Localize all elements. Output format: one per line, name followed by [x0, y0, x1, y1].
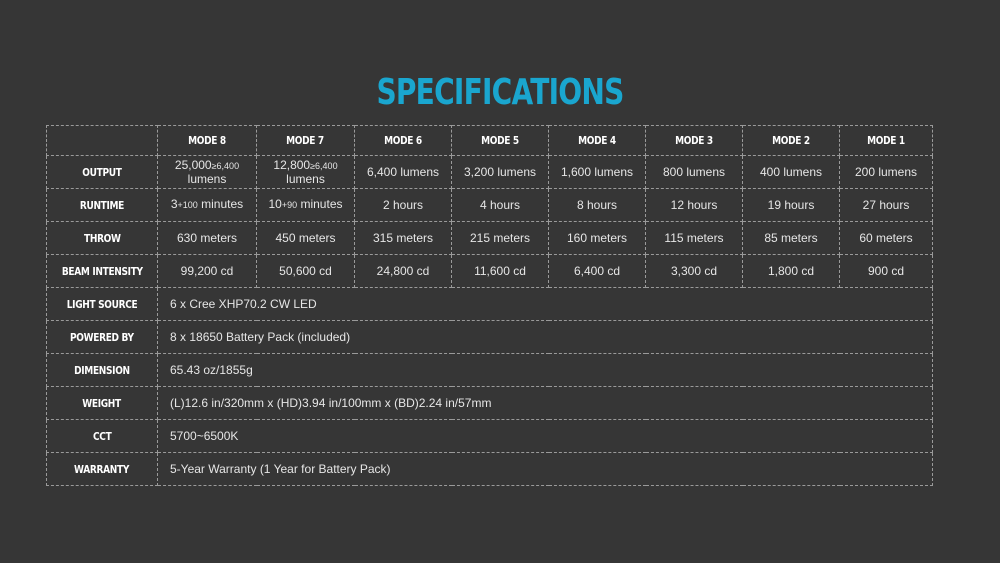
beam-intensity-cell: 11,600 cd [452, 255, 549, 288]
runtime-cell: 12 hours [646, 189, 743, 222]
output-cell: 3,200 lumens [452, 156, 549, 189]
beam-intensity-cell: 900 cd [840, 255, 933, 288]
runtime-cell: 8 hours [549, 189, 646, 222]
runtime-row [47, 189, 933, 222]
cct-row [47, 420, 933, 453]
output-row [47, 156, 933, 189]
row-label-powered-by: POWERED BY [47, 321, 158, 354]
header-corner-cell [47, 126, 158, 156]
runtime-cell-mode8: 3+100 minutes [158, 189, 257, 222]
dimension-row [47, 354, 933, 387]
throw-cell: 450 meters [257, 222, 355, 255]
warranty-row [47, 453, 933, 486]
dimension-value: 65.43 oz/1855g [158, 354, 933, 387]
throw-cell: 630 meters [158, 222, 257, 255]
row-label-throw: THROW [47, 222, 158, 255]
beam-intensity-cell: 24,800 cd [355, 255, 452, 288]
beam-intensity-cell: 99,200 cd [158, 255, 257, 288]
output-cell-mode7: 12,800≥6,400 lumens [257, 156, 355, 189]
row-label-dimension: DIMENSION [47, 354, 158, 387]
runtime-cell: 2 hours [355, 189, 452, 222]
beam-intensity-row [47, 255, 933, 288]
throw-cell: 315 meters [355, 222, 452, 255]
throw-row [47, 222, 933, 255]
row-label-light-source: LIGHT SOURCE [47, 288, 158, 321]
mode-header: MODE 2 [743, 126, 840, 156]
powered-by-value: 8 x 18650 Battery Pack (included) [158, 321, 933, 354]
mode-header: MODE 8 [158, 126, 257, 156]
row-label-runtime: RUNTIME [47, 189, 158, 222]
mode-header: MODE 3 [646, 126, 743, 156]
weight-value: (L)12.6 in/320mm x (HD)3.94 in/100mm x (BD)2.24 in/57mm [158, 387, 933, 420]
header-row [47, 126, 933, 156]
throw-cell: 160 meters [549, 222, 646, 255]
weight-row [47, 387, 933, 420]
throw-cell: 85 meters [743, 222, 840, 255]
powered-by-row [47, 321, 933, 354]
mode-header: MODE 6 [355, 126, 452, 156]
output-cell: 200 lumens [840, 156, 933, 189]
row-label-warranty: WARRANTY [47, 453, 158, 486]
row-label-cct: CCT [47, 420, 158, 453]
light-source-value: 6 x Cree XHP70.2 CW LED [158, 288, 933, 321]
light-source-row [47, 288, 933, 321]
beam-intensity-cell: 50,600 cd [257, 255, 355, 288]
runtime-cell: 4 hours [452, 189, 549, 222]
row-label-beam-intensity: BEAM INTENSITY [47, 255, 158, 288]
throw-cell: 215 meters [452, 222, 549, 255]
row-label-weight: WEIGHT [47, 387, 158, 420]
row-label-output: OUTPUT [47, 156, 158, 189]
page-title: SPECIFICATIONS [376, 72, 624, 113]
mode-header: MODE 4 [549, 126, 646, 156]
runtime-cell: 27 hours [840, 189, 933, 222]
throw-cell: 115 meters [646, 222, 743, 255]
output-cell: 6,400 lumens [355, 156, 452, 189]
cct-value: 5700~6500K [158, 420, 933, 453]
mode-header: MODE 5 [452, 126, 549, 156]
mode-header: MODE 7 [257, 126, 355, 156]
runtime-cell: 19 hours [743, 189, 840, 222]
spec-table [46, 125, 933, 486]
output-cell: 400 lumens [743, 156, 840, 189]
beam-intensity-cell: 3,300 cd [646, 255, 743, 288]
beam-intensity-cell: 6,400 cd [549, 255, 646, 288]
mode-header: MODE 1 [840, 126, 933, 156]
warranty-value: 5-Year Warranty (1 Year for Battery Pack) [158, 453, 933, 486]
output-cell-mode8: 25,000≥6,400 lumens [158, 156, 257, 189]
output-cell: 1,600 lumens [549, 156, 646, 189]
beam-intensity-cell: 1,800 cd [743, 255, 840, 288]
throw-cell: 60 meters [840, 222, 933, 255]
runtime-cell-mode7: 10+90 minutes [257, 189, 355, 222]
output-cell: 800 lumens [646, 156, 743, 189]
